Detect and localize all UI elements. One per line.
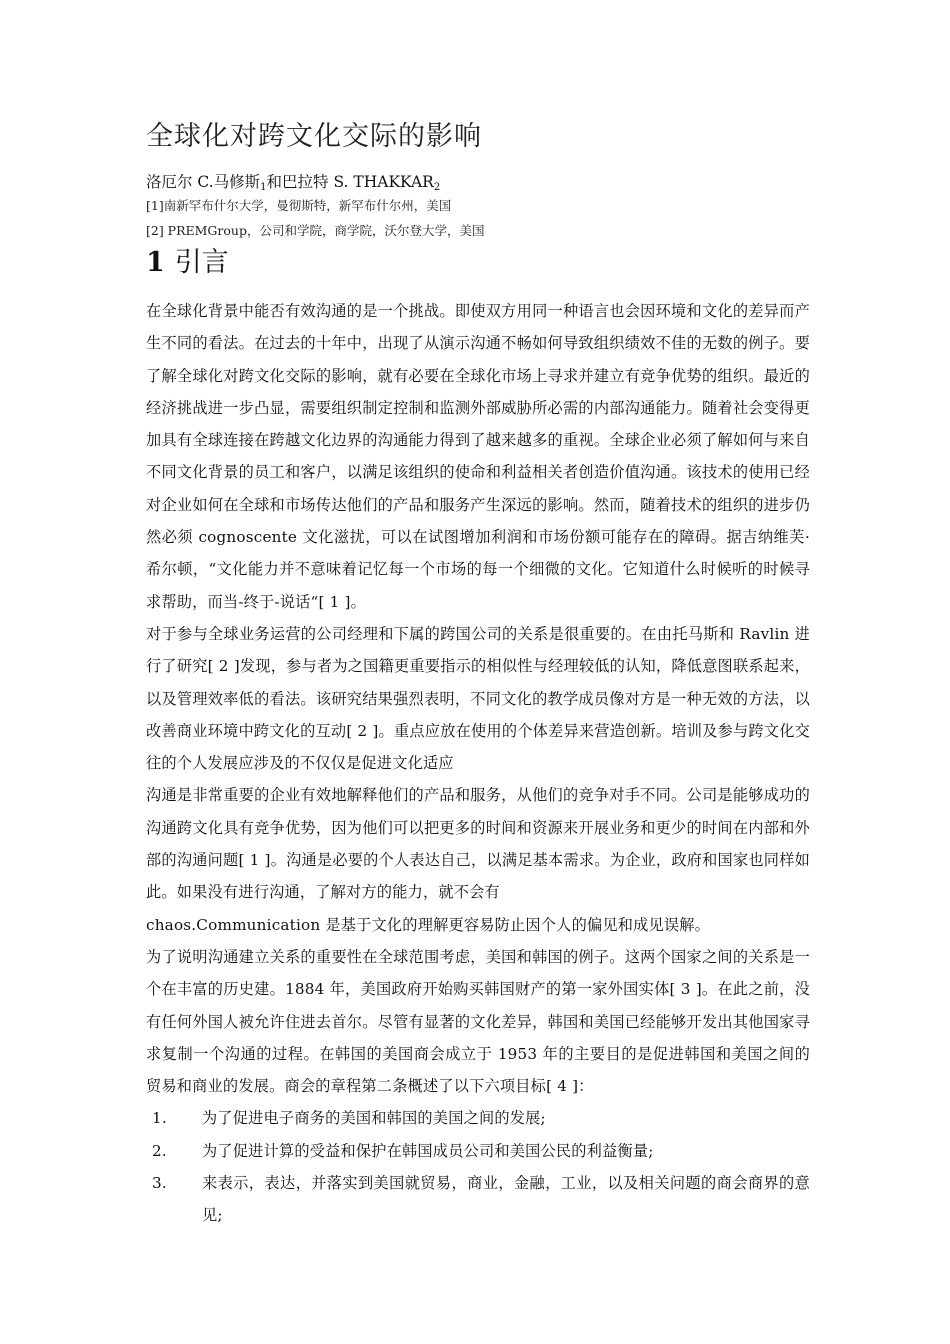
paragraph: chaos.Communication 是基于文化的理解更容易防止因个人的偏见和成见误解。 xyxy=(146,915,711,934)
list-text: 为了促进计算的受益和保护在韩国成员公司和美国公民的利益衡量; xyxy=(202,1141,654,1160)
section-heading xyxy=(146,240,229,279)
list-item xyxy=(146,1102,810,1134)
affiliation-1: [1]南新罕布什尔大学，曼彻斯特，新罕布什尔州，美国 xyxy=(146,198,452,213)
list-text: 为了促进电子商务的美国和韩国的美国之间的发展; xyxy=(202,1109,546,1128)
paper-title: 全球化对跨文化交际的影响 xyxy=(146,121,482,152)
paragraph: 在全球化背景中能否有效沟通的是一个挑战。即使双方用同一种语言也会因环境和文化的差异而产生不同的看法。在过去的十年中，出现了从演示沟通不畅如何导致组织绩效不佳的无数的例子。要了解全球化对跨文化交际的影响，就有必要在全球化市场上寻求并建立有竞争优势的组织。最近的经济挑战进一步凸显，需要组织制定控制和监测外部威胁所必需的内部沟通能力。随着社会变得更加具有全球连接在跨越文化边界的沟通能力得到了越来越多的重视。全球企业必须了解如何与来自不同文化背景的员工和客户，以满足该组织的使命和利益相关者创造价值沟通。该技术的使用已经对企业如何在全球和市场传达他们的产品和服务产生深远的影响。然而，随着技术的组织的进步仍然必须 cognoscente 文化滋扰，可以在试图增加利润和市场份额可能存在的障碍。据吉纳维芙·希尔顿，“文化能力并不意味着记忆每一个市场的每一个细微的文化。它知道什么时候听的时候寻求帮助，而当-终于-说话“[ 1 ]。 xyxy=(146,302,810,611)
list-number: 2. xyxy=(152,1141,167,1160)
author-2: 和巴拉特 S. THAKKAR xyxy=(266,173,434,191)
section-title: 引言 xyxy=(174,247,229,278)
list-item xyxy=(146,1135,810,1167)
objectives-list xyxy=(146,1102,810,1231)
affiliation-2: [2] PREMGroup，公司和学院，商学院，沃尔登大学，美国 xyxy=(146,223,485,238)
list-number: 3. xyxy=(152,1174,167,1193)
paragraph: 为了说明沟通建立关系的重要性在全球范围考虑，美国和韩国的例子。这两个国家之间的关系是一个在丰富的历史建。1884 年，美国政府开始购买韩国财产的第一家外国实体[ 3 ]。在此之前，没有任何外国人被允许住进去首尔。尽管有显著的文化差异，韩国和美国已经能够开发出其他国家寻求复制一个沟通的过程。在韩国的美国商会成立于 1953 年的主要目的是促进韩国和美国之间的贸易和商业的发展。商会的章程第二条概述了以下六项目标[ 4 ]： xyxy=(146,947,810,1096)
list-text: 来表示，表达，并落实到美国就贸易，商业，金融，工业，以及相关问题的商会商界的意见; xyxy=(202,1174,810,1225)
section-number: 1 xyxy=(146,247,165,278)
author-1: 洛厄尔 C.马修斯 xyxy=(146,173,261,191)
paragraph: 沟通是非常重要的企业有效地解释他们的产品和服务，从他们的竞争对手不同。公司是能够成功的沟通跨文化具有竞争优势，因为他们可以把更多的时间和资源来开展业务和更少的时间在内部和外部的沟通问题[ 1 ]。沟通是必要的个人表达自己，以满足基本需求。为企业，政府和国家也同样如此。如果没有进行沟通，了解对方的能力，就不会有 xyxy=(146,786,810,902)
author-line xyxy=(146,170,440,193)
paragraph: 对于参与全球业务运营的公司经理和下属的跨国公司的关系是很重要的。在由托马斯和 Ravlin 进行了研究[ 2 ]发现，参与者为之国籍更重要指示的相似性与经理较低的认知，降低意图联系起来，以及管理效率低的看法。该研究结果强烈表明，不同文化的教学成员像对方是一种无效的方法，以改善商业环境中跨文化的互动[ 2 ]。重点应放在使用的个体差异来营造创新。培训及参与跨文化交往的个人发展应涉及的不仅仅是促进文化适应 xyxy=(146,624,810,773)
list-item xyxy=(146,1167,810,1232)
body-text xyxy=(146,295,810,1232)
author-1-mark: 1 xyxy=(260,182,267,193)
list-number: 1. xyxy=(152,1109,167,1128)
author-2-mark: 2 xyxy=(433,182,441,193)
